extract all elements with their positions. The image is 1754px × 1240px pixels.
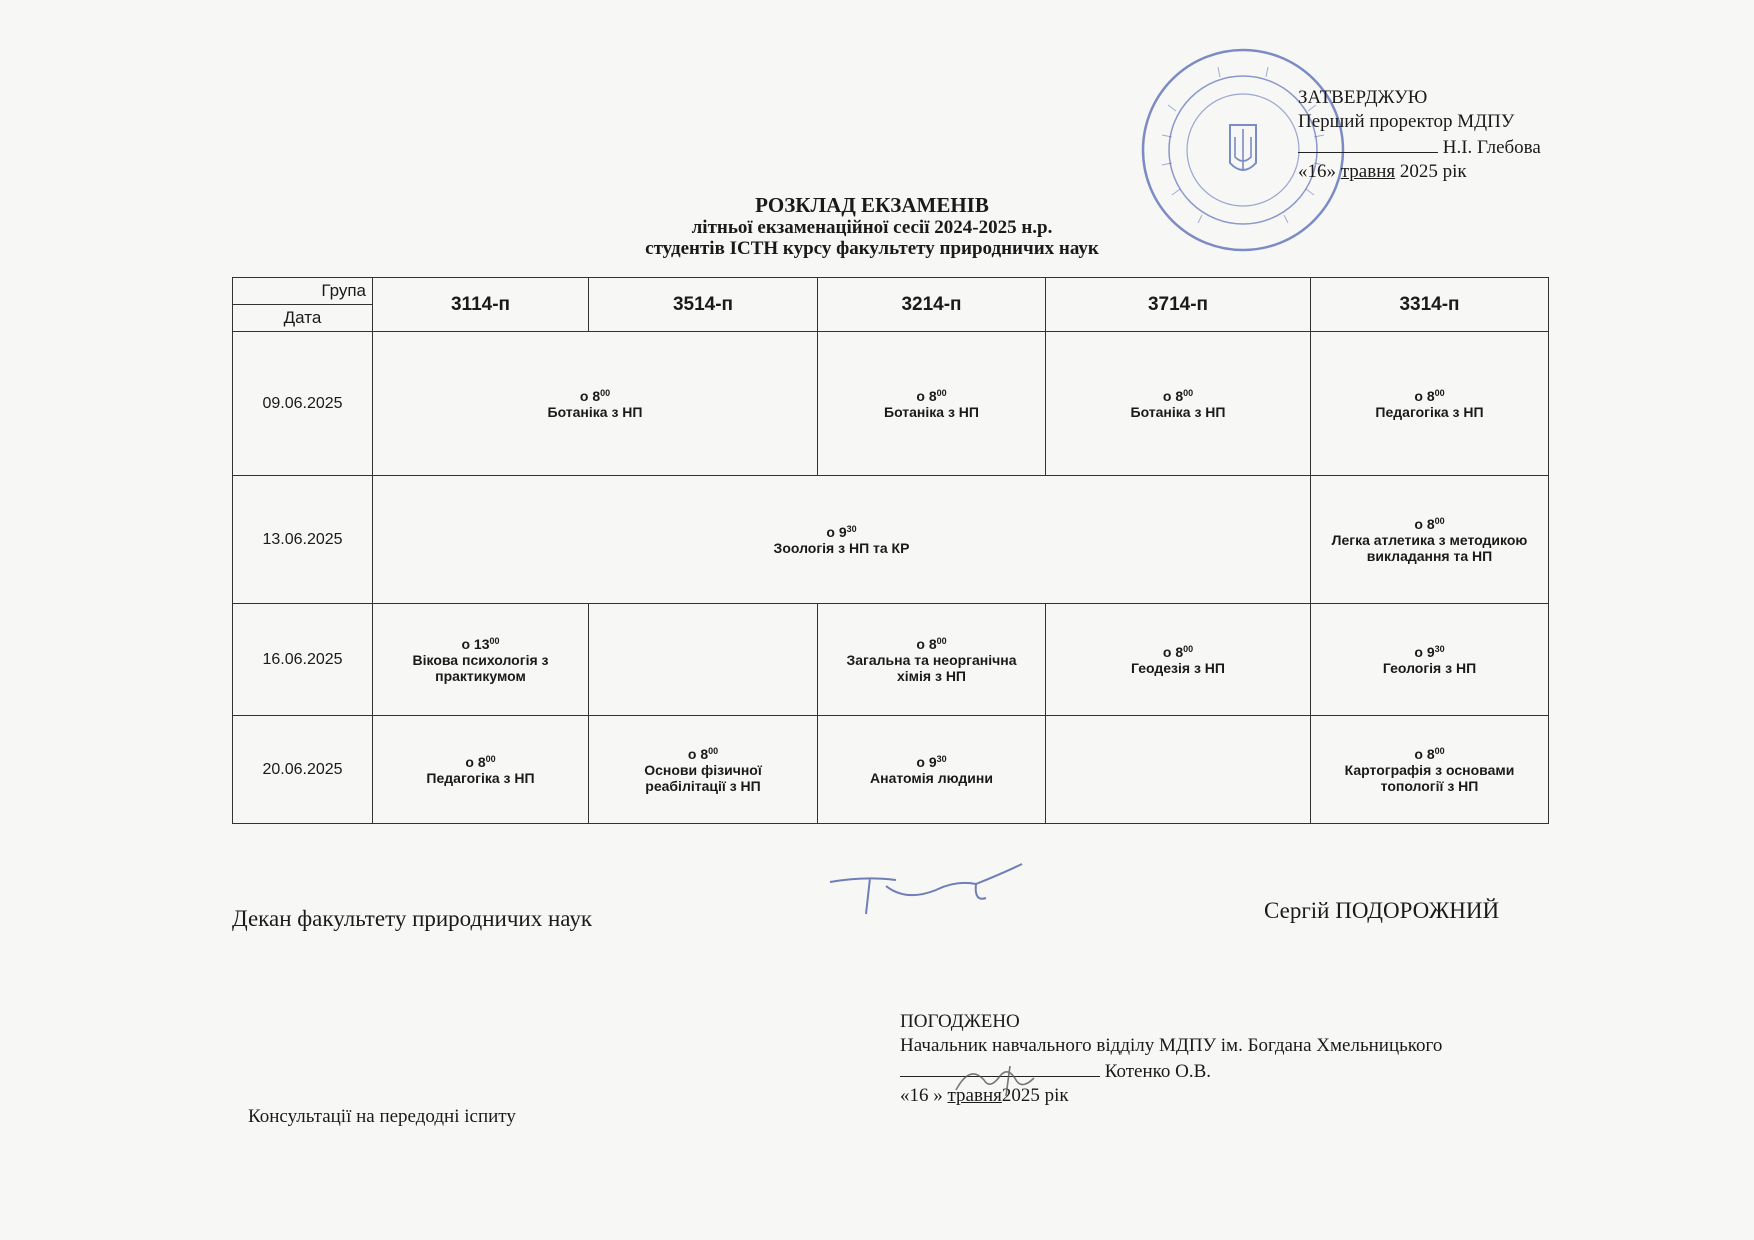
agreed-position: Начальник навчального відділу МДПУ ім. Богдана Хмельницького (900, 1035, 1443, 1056)
exam-time-minutes: 00 (936, 635, 947, 646)
exam-subject: Загальна та неорганічна хімія з НП (846, 651, 1017, 684)
exam-time: о 8 (1414, 745, 1435, 762)
approval-block (1298, 86, 1541, 184)
exam-cell (373, 604, 589, 716)
row-date: 09.06.2025 (233, 332, 373, 476)
exam-cell (1046, 332, 1311, 476)
table-row (233, 716, 1549, 824)
group-header: 3114-п (373, 278, 589, 332)
agreed-date-month: травня (947, 1085, 1002, 1106)
table-row (233, 604, 1549, 716)
agreed-heading: ПОГОДЖЕНО (900, 1011, 1020, 1032)
header-date-label: Дата (233, 305, 373, 332)
exam-subject: Геологія з НП (1382, 659, 1477, 676)
dean-signature (826, 862, 1026, 922)
approval-heading: ЗАТВЕРДЖУЮ (1298, 87, 1428, 108)
exam-time: о 9 (916, 753, 937, 770)
group-header: 3214-п (818, 278, 1046, 332)
exam-cell (1311, 332, 1549, 476)
exam-schedule-table (232, 277, 1549, 824)
table-row (233, 476, 1549, 604)
exam-time-minutes: 30 (846, 523, 857, 534)
exam-cell-empty (1046, 716, 1311, 824)
group-header: 3514-п (589, 278, 818, 332)
approval-date-day: «16» (1298, 161, 1336, 182)
exam-time-minutes: 00 (485, 753, 496, 764)
approval-signature-line (1298, 134, 1541, 160)
agreed-signature (950, 1060, 1060, 1100)
exam-subject: Картографія з основами топології з НП (1344, 761, 1515, 794)
exam-cell (818, 604, 1046, 716)
title-line-2: літньої екзаменаційної сесії 2024-2025 н.р. (691, 217, 1053, 238)
exam-time: о 8 (687, 745, 709, 762)
exam-time: о 8 (1414, 387, 1435, 404)
exam-subject: Педагогіка з НП (1375, 403, 1484, 420)
title-line-1: РОЗКЛАД ЕКЗАМЕНІВ (755, 193, 989, 217)
group-header: 3314-п (1311, 278, 1549, 332)
exam-subject: Ботаніка з НП (884, 403, 979, 420)
exam-time: о 9 (826, 523, 847, 540)
exam-subject: Геодезія з НП (1131, 659, 1225, 676)
table-row (233, 332, 1549, 476)
exam-time: о 13 (461, 635, 490, 652)
exam-time-minutes: 00 (489, 635, 500, 646)
exam-cell (818, 332, 1046, 476)
exam-time-minutes: 00 (1183, 387, 1194, 398)
exam-cell (1311, 476, 1549, 604)
exam-time: о 8 (579, 387, 601, 404)
exam-cell (373, 332, 818, 476)
exam-cell (1311, 716, 1549, 824)
agreed-date-year: 2025 рік (1001, 1085, 1069, 1106)
exam-subject: Легка атлетика з методикою викладання та НП (1331, 531, 1528, 564)
exam-time-minutes: 00 (1183, 643, 1194, 654)
exam-time: о 8 (1162, 643, 1184, 660)
row-date: 20.06.2025 (233, 716, 373, 824)
exam-subject: Основи фізичної реабілітації з НП (644, 761, 762, 794)
exam-subject: Ботаніка з НП (547, 403, 643, 420)
exam-time-minutes: 00 (1434, 745, 1445, 756)
exam-cell (373, 716, 589, 824)
exam-subject: Ботаніка з НП (1130, 403, 1226, 420)
approval-date-month: травня (1340, 161, 1396, 182)
exam-time: о 8 (1414, 515, 1435, 532)
exam-time: о 8 (916, 387, 937, 404)
approval-date-year: 2025 рік (1399, 161, 1467, 182)
exam-time-minutes: 00 (600, 387, 611, 398)
exam-subject: Вікова психологія з практикумом (412, 651, 549, 684)
header-group-label: Група (233, 278, 373, 305)
exam-cell (373, 476, 1311, 604)
dean-name: Сергій ПОДОРОЖНИЙ (1264, 898, 1500, 923)
row-date: 16.06.2025 (233, 604, 373, 716)
document-title (232, 193, 1512, 259)
approval-date (1298, 160, 1541, 184)
exam-time: о 8 (1162, 387, 1184, 404)
row-date: 13.06.2025 (233, 476, 373, 604)
exam-cell (589, 716, 818, 824)
approval-name: Н.І. Глебова (1442, 137, 1541, 158)
exam-subject: Зоологія з НП та КР (773, 539, 910, 556)
exam-cell (1311, 604, 1549, 716)
exam-time-minutes: 30 (936, 753, 947, 764)
group-header: 3714-п (1046, 278, 1311, 332)
exam-subject: Анатомія людини (870, 769, 993, 786)
exam-subject: Педагогіка з НП (426, 769, 535, 786)
approval-position: Перший проректор МДПУ (1298, 111, 1515, 132)
exam-time: о 8 (465, 753, 486, 770)
title-line-3: студентів ІСТН курсу факультету природничих наук (645, 238, 1099, 259)
exam-cell-empty (589, 604, 818, 716)
exam-time-minutes: 00 (936, 387, 947, 398)
exam-time-minutes: 00 (708, 745, 719, 756)
consultation-note: Консультації на передодні іспиту (248, 1106, 516, 1127)
exam-time: о 9 (1414, 643, 1435, 660)
agreed-name: Котенко О.В. (1104, 1061, 1212, 1082)
dean-title: Декан факультету природничих наук (232, 906, 592, 931)
exam-cell (818, 716, 1046, 824)
exam-cell (1046, 604, 1311, 716)
exam-time-minutes: 30 (1434, 643, 1445, 654)
signature-blank (1298, 134, 1438, 153)
exam-time: о 8 (916, 635, 937, 652)
exam-time-minutes: 00 (1434, 515, 1445, 526)
exam-time-minutes: 00 (1434, 387, 1445, 398)
agreed-date-day: «16 » (900, 1085, 943, 1106)
